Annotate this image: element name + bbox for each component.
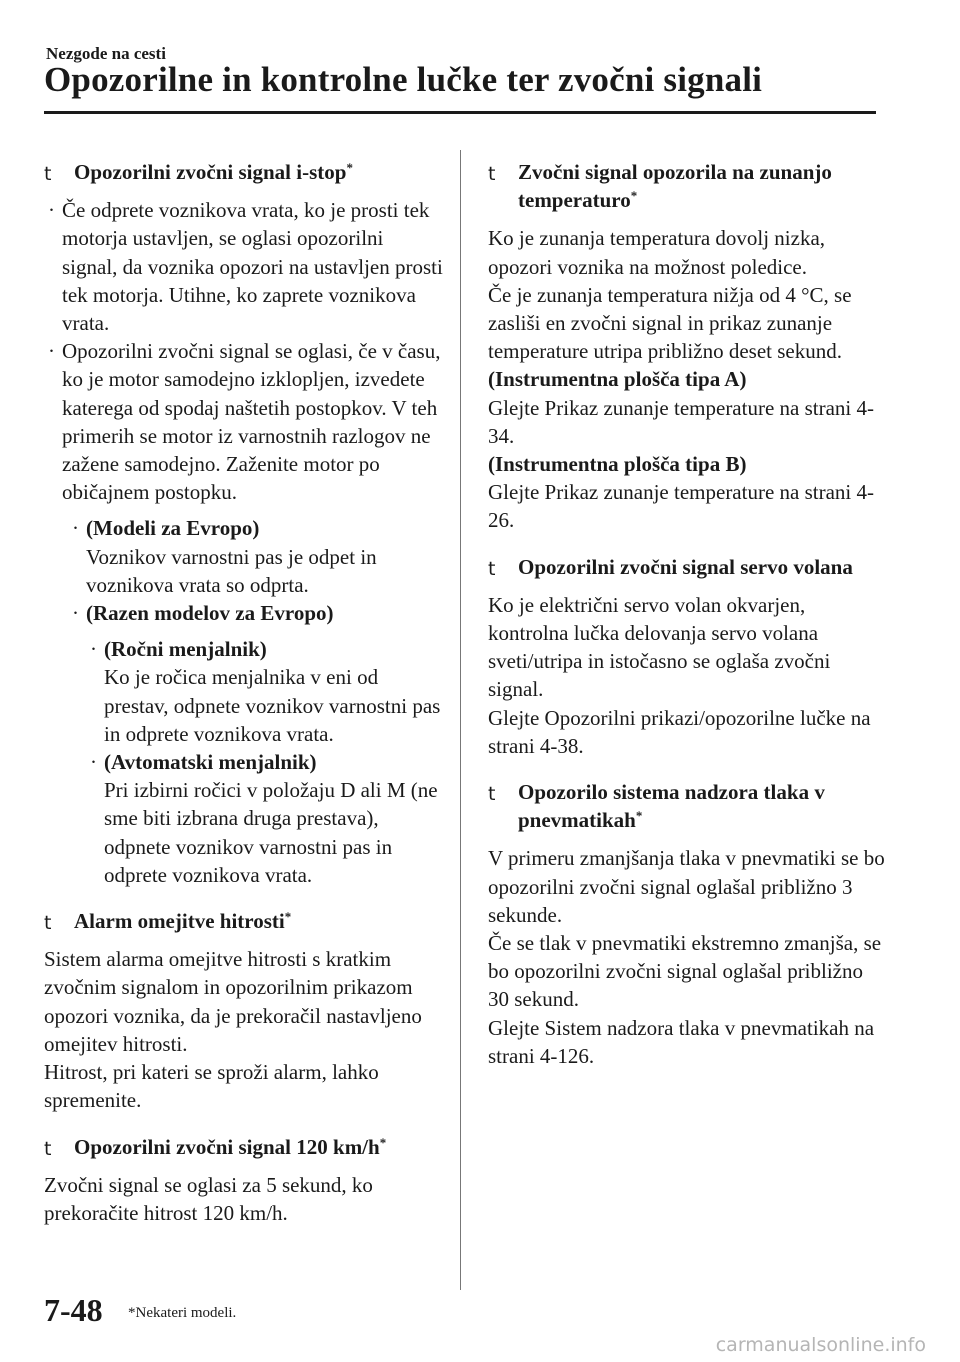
heading-text: Alarm omejitve hitrosti xyxy=(74,909,285,934)
heading-120kmh-signal xyxy=(44,1133,444,1161)
bullet-icon: · xyxy=(48,339,55,364)
paragraph: Če se tlak v pnevmatiki ekstremno zmanjša, se bo opozorilni zvočni signal oglašal približno 30 sekund. xyxy=(488,931,882,1012)
paragraph: Glejte Sistem nadzora tlaka v pnevmatikah na strani 4-126. xyxy=(488,1015,875,1068)
list-item xyxy=(86,635,444,748)
heading-text: Opozorilni zvočni signal 120 km/h xyxy=(74,1134,380,1159)
bullet-icon: · xyxy=(90,637,97,662)
paragraph: Če je zunanja temperatura nižja od 4 °C, se zasliši en zvočni signal in prikaz zunanje temperature utripa približno deset sekund. xyxy=(488,282,852,364)
list-item-text: Opozorilni zvočni signal se oglasi, če v času, ko je motor samodejno izklopljen, izvedete katerega od spodaj naštetih postopkov. V teh primerih se motor iz varnostnih razlogov ne zažene samodejno. Zaženite motor po običajnem postopku. xyxy=(62,339,441,505)
bullet-icon: · xyxy=(72,601,79,626)
list-item-text: Voznikov varnostni pas je odpet in voznikova vrata so odprta. xyxy=(86,544,377,597)
section-marker-icon: t xyxy=(488,557,496,580)
subheading-manual-transmission: (Ročni menjalnik) xyxy=(104,637,267,662)
section-marker-icon: t xyxy=(488,783,496,806)
optional-equipment-star: * xyxy=(630,188,638,204)
bullet-icon: · xyxy=(48,198,55,223)
heading-speed-alarm xyxy=(44,907,444,935)
paragraph: Hitrost, pri kateri se sproži alarm, lahko spremenite. xyxy=(44,1060,379,1113)
list-item-text: Ko je ročica menjalnika v eni od prestav, odpnete voznikov varnostni pas in odprete voznikova vrata. xyxy=(104,665,441,746)
watermark: carmanualsonline.info xyxy=(715,1334,926,1356)
heading-istop-signal xyxy=(44,158,444,186)
footnote: *Nekateri modeli. xyxy=(128,1305,237,1321)
optional-equipment-star: * xyxy=(379,1134,387,1150)
section-marker-icon: t xyxy=(44,1137,52,1160)
column-divider xyxy=(460,150,461,1290)
heading-power-steering-signal xyxy=(488,553,888,581)
bullet-icon: · xyxy=(72,516,79,541)
bullet-icon: · xyxy=(90,750,97,775)
right-column xyxy=(488,158,888,1070)
list-item-text: Pri izbirni ročici v položaju D ali M (ne sme biti izbrana druga prestava), odpnete voznikov varnostni pas in odprete voznikova vrata. xyxy=(104,778,438,887)
subheading-panel-type-b: (Instrumentna plošča tipa B) xyxy=(488,452,747,477)
list-item xyxy=(68,599,444,627)
list-item xyxy=(68,514,444,599)
paragraph: Glejte Opozorilni prikazi/opozorilne lučke na strani 4-38. xyxy=(488,705,871,758)
left-column xyxy=(44,158,444,1227)
paragraph: Glejte Prikaz zunanje temperature na strani 4-26. xyxy=(488,480,874,533)
paragraph: Ko je zunanja temperatura dovolj nizka, opozori voznika na možnost poledice. xyxy=(488,226,826,279)
subheading-non-eu-models: (Razen modelov za Evropo) xyxy=(86,601,334,626)
page-title: Opozorilne in kontrolne lučke ter zvočni signali xyxy=(44,60,763,99)
page-number: 7-48 xyxy=(44,1292,103,1328)
heading-text: Opozorilni zvočni signal servo volana xyxy=(518,554,853,579)
optional-equipment-star: * xyxy=(284,909,292,925)
section-marker-icon: t xyxy=(44,912,52,935)
subheading-panel-type-a: (Instrumentna plošča tipa A) xyxy=(488,367,747,392)
heading-text: Zvočni signal opozorila na zunanjo temperaturo xyxy=(518,160,832,213)
paragraph: Ko je električni servo volan okvarjen, kontrolna lučka delovanja servo volana sveti/utripa in istočasno se oglaša zvočni signal. xyxy=(488,592,831,702)
section-label: Nezgode na cesti xyxy=(46,44,166,63)
optional-equipment-star: * xyxy=(346,160,353,175)
paragraph: Glejte Prikaz zunanje temperature na strani 4-34. xyxy=(488,395,874,448)
section-marker-icon: t xyxy=(488,163,496,185)
heading-tpms-warning xyxy=(488,778,888,834)
subheading-automatic-transmission: (Avtomatski menjalnik) xyxy=(104,750,317,775)
list-item xyxy=(44,196,444,337)
heading-text: Opozorilo sistema nadzora tlaka v pnevmatikah xyxy=(518,780,825,833)
heading-outside-temperature xyxy=(488,158,888,214)
heading-text: Opozorilni zvočni signal i-stop xyxy=(74,160,347,184)
list-item xyxy=(44,337,444,506)
subheading-eu-models: (Modeli za Evropo) xyxy=(86,516,260,541)
paragraph: Zvočni signal se oglasi za 5 sekund, ko prekoračite hitrost 120 km/h. xyxy=(44,1172,373,1225)
optional-equipment-star: * xyxy=(635,808,643,824)
paragraph: Sistem alarma omejitve hitrosti s kratkim zvočnim signalom in opozorilnim prikazom opozori voznika, da je prekoračil nastavljeno omejitev hitrosti. xyxy=(44,947,422,1056)
paragraph: V primeru zmanjšanja tlaka v pnevmatiki se bo opozorilni zvočni signal oglašal približno 3 sekunde. xyxy=(488,846,885,927)
list-item xyxy=(86,748,444,889)
section-marker-icon: t xyxy=(44,163,52,185)
list-item-text: Če odprete voznikova vrata, ko je prosti tek motorja ustavljen, se oglasi opozorilni signal, da voznika opozori na ustavljen prosti tek motorja. Utihne, ko zaprete voznikova vrata. xyxy=(62,198,443,336)
header-rule xyxy=(44,111,876,114)
